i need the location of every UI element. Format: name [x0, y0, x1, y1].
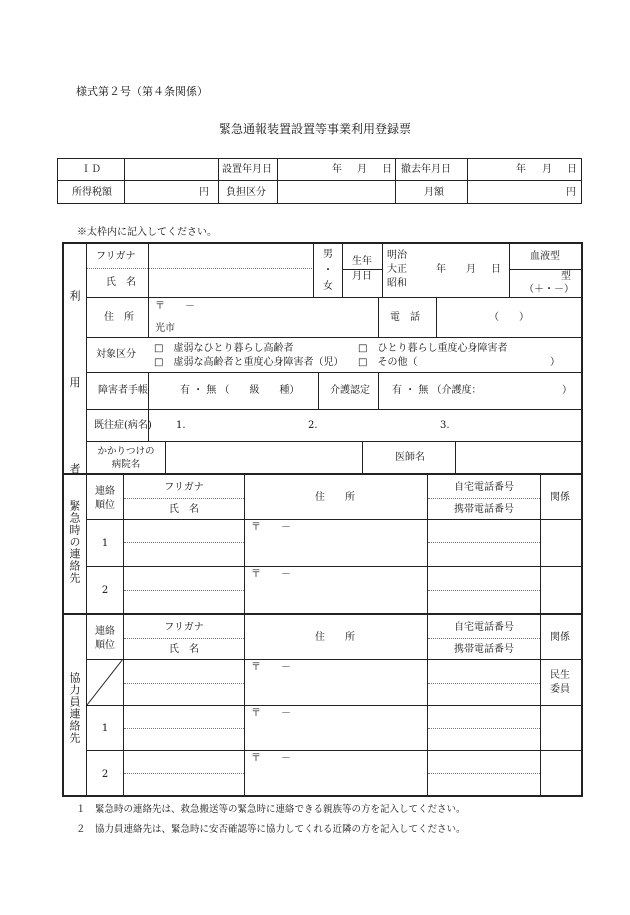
cooperator-minsei-phone[interactable] — [428, 660, 540, 705]
emergency-row-2-name[interactable] — [124, 567, 244, 613]
emergency-address-header: 住 所 — [315, 492, 355, 503]
emergency-mobile-phone-header: 携帯電話番号 — [454, 504, 514, 515]
emergency-row-1-address[interactable]: 〒 － — [251, 522, 291, 533]
cooperator-row-1-phone[interactable] — [428, 706, 540, 750]
footnote-1: １ 緊急時の連絡先は、救急搬送等の緊急時に連絡できる親族等の方を記入してください。 — [76, 804, 466, 815]
minsei-label-2: 委員 — [550, 684, 570, 695]
hospital-label-2: 病院名 — [111, 459, 141, 470]
note: ※太枠内に記入してください。 — [77, 227, 217, 238]
cooperator-row-2-name[interactable] — [124, 751, 244, 795]
cooperator-order-label-2: 順位 — [95, 640, 115, 651]
burden-label: 負担区分 — [226, 187, 266, 198]
history-1[interactable]: 1. — [176, 420, 186, 431]
hospital-field[interactable] — [166, 442, 361, 473]
cooperator-order-label-1: 連絡 — [95, 626, 115, 637]
birth-date-field[interactable]: 年 月 日 — [436, 264, 501, 275]
gender-male[interactable]: 男 — [323, 249, 333, 260]
care-value[interactable]: 有 ・ 無 （介護度： — [392, 385, 482, 396]
era-taisho[interactable]: 大正 — [387, 264, 407, 275]
emergency-row-2-order: 2 — [101, 585, 109, 596]
emergency-furigana-header: フリガナ — [164, 482, 204, 493]
cooperator-address-header: 住 所 — [315, 632, 355, 643]
era-showa[interactable]: 昭和 — [387, 278, 407, 289]
emergency-relation-header: 関係 — [550, 492, 570, 503]
footnote-2: ２ 協力員連絡先は、緊急時に安否確認等に協力してくれる近隣の方を記入してください。 — [76, 824, 466, 835]
cooperator-row-2-relation[interactable] — [541, 751, 581, 795]
emergency-row-1-name[interactable] — [124, 520, 244, 566]
doctor-field[interactable] — [456, 442, 580, 473]
target-option-4[interactable]: □ その他（ — [358, 357, 418, 368]
user-name-label: 氏 名 — [106, 277, 136, 288]
cooperator-minsei-name[interactable] — [124, 660, 244, 705]
address-field[interactable]: 〒 － 光市 — [155, 301, 195, 334]
gender-dot: ・ — [323, 265, 333, 276]
phone-field[interactable]: （ ） — [489, 312, 529, 323]
care-close: ） — [562, 385, 572, 396]
install-date-field[interactable]: 年 月 日 — [332, 164, 392, 175]
emergency-section-label: 緊急時の連絡先 — [68, 500, 81, 584]
emergency-row-1-order: 1 — [101, 538, 109, 549]
form-title: 緊急通報装置設置等事業利用登録票 — [218, 122, 412, 136]
disability-value[interactable]: 有 ・ 無 （ 級 種） — [180, 385, 300, 396]
blood-field[interactable]: 型 （＋・－） — [524, 271, 574, 295]
emergency-row-1-phone[interactable] — [428, 520, 540, 566]
burden-field[interactable] — [278, 181, 394, 203]
cooperator-row-1-order: 1 — [101, 723, 109, 734]
address-label: 住 所 — [104, 312, 134, 323]
cooperator-furigana-header: フリガナ — [164, 622, 204, 633]
cooperator-section-label: 協力員連絡先 — [68, 672, 81, 744]
history-3[interactable]: 3. — [440, 420, 450, 431]
emergency-name-header: 氏 名 — [169, 504, 199, 515]
cooperator-row-2-phone[interactable] — [428, 751, 540, 795]
gender-female[interactable]: 女 — [323, 281, 333, 292]
monthly-label: 月額 — [424, 187, 444, 198]
target-option-2[interactable]: □ ひとり暮らし重度心身障害者 — [358, 343, 508, 354]
cooperator-row-2-order: 2 — [101, 769, 109, 780]
tax-field[interactable]: 円 — [199, 187, 209, 198]
emergency-home-phone-header: 自宅電話番号 — [454, 482, 514, 493]
disability-label: 障害者手帳 — [98, 385, 148, 396]
care-label: 介護認定 — [330, 385, 370, 396]
target-label: 対象区分 — [96, 349, 136, 360]
diagonal-slash — [87, 659, 124, 705]
cooperator-row-1-address[interactable]: 〒 － — [251, 708, 291, 719]
cooperator-name-header: 氏 名 — [169, 644, 199, 655]
hospital-label-1: かかりつけの — [97, 446, 155, 457]
cooperator-row-2-address[interactable]: 〒 － — [251, 753, 291, 764]
removal-date-field[interactable]: 年 月 日 — [516, 164, 577, 175]
user-name-field[interactable] — [149, 270, 312, 297]
emergency-order-label-2: 順位 — [95, 500, 115, 511]
doctor-label: 医師名 — [395, 452, 425, 463]
id-label: ＩＤ — [81, 164, 101, 175]
install-date-label: 設置年月日 — [222, 164, 272, 175]
blood-label: 血液型 — [530, 251, 560, 262]
form-code: 様式第２号（第４条関係） — [76, 85, 208, 98]
target-option-4-close: ） — [550, 357, 560, 368]
cooperator-row-1-name[interactable] — [124, 706, 244, 750]
emergency-order-label-1: 連絡 — [95, 486, 115, 497]
cooperator-relation-header: 関係 — [550, 632, 570, 643]
era-meiji[interactable]: 明治 — [387, 250, 407, 261]
emergency-row-2-phone[interactable] — [428, 567, 540, 613]
cooperator-home-phone-header: 自宅電話番号 — [454, 622, 514, 633]
target-option-1[interactable]: □ 虚弱なひとり暮らし高齢者 — [154, 343, 294, 354]
history-label: 既往症(病名) — [94, 420, 152, 431]
user-section-label: 利 用 者 — [68, 290, 81, 510]
history-2[interactable]: 2. — [308, 420, 318, 431]
emergency-row-1-relation[interactable] — [541, 520, 581, 566]
removal-date-label: 撤去年月日 — [401, 164, 451, 175]
id-field[interactable] — [125, 159, 217, 180]
emergency-row-2-address[interactable]: 〒 － — [251, 569, 291, 580]
cooperator-mobile-phone-header: 携帯電話番号 — [454, 644, 514, 655]
target-option-3[interactable]: □ 虚弱な高齢者と重度心身障害者（児） — [154, 357, 344, 368]
monthly-field[interactable]: 円 — [566, 187, 576, 198]
cooperator-row-1-relation[interactable] — [541, 706, 581, 750]
cooperator-minsei-address[interactable]: 〒 － — [251, 662, 291, 673]
birth-label-1: 生年 — [352, 256, 372, 267]
tax-label: 所得税額 — [72, 187, 112, 198]
birth-label-2: 月日 — [352, 271, 372, 282]
phone-label: 電 話 — [390, 312, 420, 323]
user-furigana-field[interactable] — [149, 244, 312, 268]
user-furigana-label: フリガナ — [96, 251, 136, 262]
minsei-label-1: 民生 — [550, 670, 570, 681]
emergency-row-2-relation[interactable] — [541, 567, 581, 613]
